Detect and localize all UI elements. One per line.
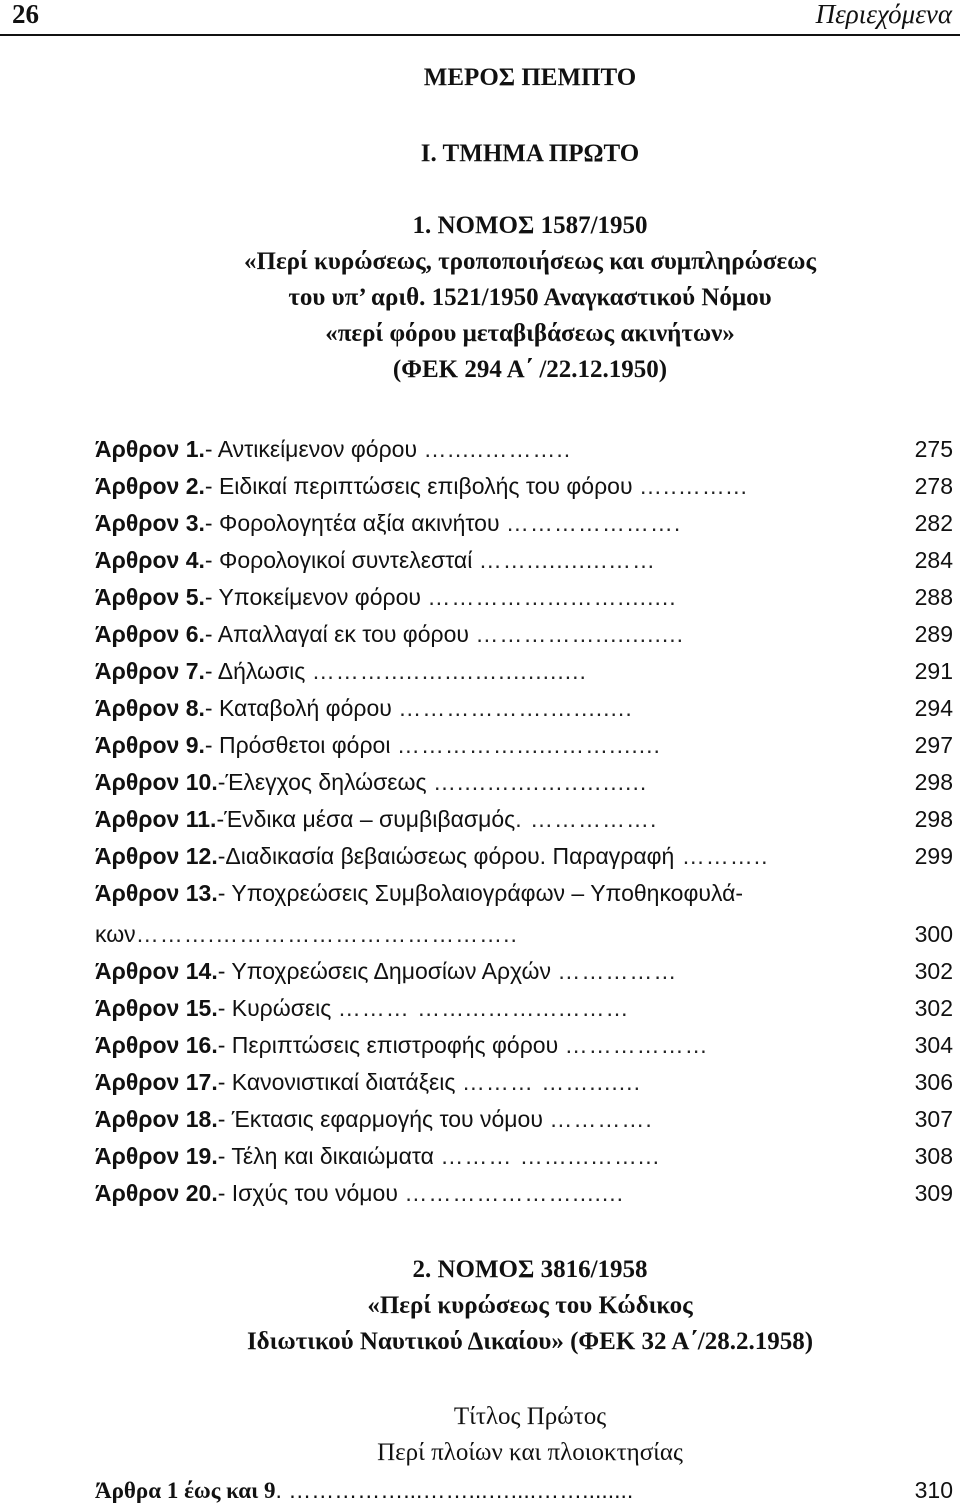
articles-range-label: Άρθρα 1 έως και 9 — [95, 1478, 276, 1503]
page-ref: 300 — [914, 921, 953, 947]
article-number: Άρθρον 2. — [95, 473, 205, 499]
toc-entry[interactable] — [95, 801, 953, 838]
toc-entry[interactable] — [95, 764, 953, 801]
page-ref: 275 — [914, 436, 953, 462]
article-title: - Αντικείμενον φόρου — [204, 436, 418, 462]
article-title: - Κανονιστικαί διατάξεις — [217, 1069, 456, 1095]
page-ref: 284 — [914, 547, 953, 573]
title-heading: Τίτλος Πρώτος — [453, 1403, 607, 1430]
toc-entry[interactable] — [95, 542, 953, 579]
article-title: - Έκτασις εφαρμογής του νόμου — [217, 1106, 543, 1132]
article-title: - Υποκείμενον φόρου — [204, 584, 421, 610]
page-ref: 307 — [914, 1106, 953, 1132]
toc-entry[interactable] — [95, 505, 953, 542]
article-title-continued: κων — [95, 921, 136, 947]
toc-entry-final[interactable] — [95, 1472, 953, 1508]
law1-title: 1. ΝΟΜΟΣ 1587/1950 — [412, 212, 648, 239]
toc-entry[interactable] — [95, 990, 953, 1027]
toc-entry[interactable] — [95, 653, 953, 690]
article-number: Άρθρον 7. — [95, 658, 205, 684]
leader-dots: ……………… — [564, 1032, 709, 1058]
page-ref: 302 — [914, 995, 953, 1021]
leader-dots: …....…....…..…...... — [432, 769, 648, 795]
law2-title: 2. ΝΟΜΟΣ 3816/1958 — [412, 1256, 648, 1283]
article-number: Άρθρον 14. — [95, 958, 218, 984]
section-title: Ι. ΤΜΗΜΑ ΠΡΩΤΟ — [420, 140, 640, 167]
law1-desc-line: του υπ’ αριθ. 1521/1950 Αναγκαστικού Νόμου — [288, 284, 772, 311]
page-number: 26 — [12, 0, 39, 29]
leader-dots: ……………......……....... — [396, 732, 661, 758]
leader-dots: ……………….…........ — [398, 695, 633, 721]
article-title: - Υποχρεώσεις Δημοσίων Αρχών — [217, 958, 551, 984]
article-title: - Πρόσθετοι φόροι — [204, 732, 391, 758]
leader-dots: …..……... — [638, 473, 748, 499]
article-number: Άρθρον 3. — [95, 510, 205, 536]
page-ref: 291 — [914, 658, 953, 684]
article-number: Άρθρον 4. — [95, 547, 205, 573]
header-rule — [0, 34, 960, 36]
article-number: Άρθρον 13. — [95, 880, 218, 906]
article-number: Άρθρον 20. — [95, 1180, 218, 1206]
page-ref: 299 — [914, 843, 953, 869]
law1-desc-line: «Περί κυρώσεως, τροποποιήσεως και συμπληρώσεως — [244, 248, 816, 275]
page-header — [0, 0, 960, 40]
leader-dots: ……………...……........ — [427, 584, 677, 610]
law2-desc-line: Ιδιωτικού Ναυτικού Δικαίου» (ΦΕΚ 32 Α΄/28.2.1958) — [246, 1328, 814, 1355]
leader-dots: ……….....…....…............ — [311, 658, 587, 684]
toc-entry[interactable] — [95, 579, 953, 616]
toc-entry[interactable] — [95, 1101, 953, 1138]
toc-entry[interactable] — [95, 431, 953, 468]
law1-block — [100, 208, 960, 388]
leader-dots: ……………............ — [475, 621, 685, 647]
article-title: - Τέλη και δικαιώματα — [217, 1143, 434, 1169]
page-ref: 302 — [914, 958, 953, 984]
article-title: - Ειδικαί περιπτώσεις επιβολής του φόρου — [204, 473, 633, 499]
leader-dots: . ……………...……...…....……........ — [275, 1477, 634, 1503]
page-ref: 278 — [914, 473, 953, 499]
part-title: ΜΕΡΟΣ ΠΕΜΠΤΟ — [423, 64, 637, 91]
article-number: Άρθρον 16. — [95, 1032, 218, 1058]
leader-dots: ……….……………………………….. — [135, 921, 518, 947]
article-title: - Περιπτώσεις επιστροφής φόρου — [217, 1032, 559, 1058]
toc-entry[interactable] — [95, 468, 953, 505]
page-ref: 306 — [914, 1069, 953, 1095]
page-ref: 294 — [914, 695, 953, 721]
toc-entry[interactable] — [95, 1027, 953, 1064]
law2-block — [100, 1252, 960, 1360]
article-title: - Απαλλαγαί εκ του φόρου — [204, 621, 469, 647]
article-title: -Ένδικα μέσα – συμβιβασμός — [216, 806, 516, 832]
article-number: Άρθρον 15. — [95, 995, 218, 1021]
leader-dots: ….....……….. — [423, 436, 572, 462]
toc-entry[interactable] — [95, 953, 953, 990]
title-section-block — [100, 1399, 960, 1471]
article-title: - Φορολογικοί συντελεσταί — [204, 547, 473, 573]
article-number: Άρθρον 12. — [95, 843, 218, 869]
toc-entry[interactable] — [95, 1064, 953, 1101]
page-ref: 282 — [914, 510, 953, 536]
article-title: - Δήλωσις — [204, 658, 306, 684]
page-ref: 308 — [914, 1143, 953, 1169]
law2-desc-line: «Περί κυρώσεως του Κώδικος — [367, 1292, 693, 1319]
leader-dots: ……… ……...……... — [440, 1143, 661, 1169]
article-number: Άρθρον 11. — [95, 806, 217, 832]
leader-dots: ……...........…… — [478, 547, 657, 573]
running-title: Περιεχόμενα — [815, 0, 952, 29]
table-of-contents — [95, 431, 953, 1212]
article-title: - Κυρώσεις — [217, 995, 332, 1021]
toc-entry[interactable] — [95, 1175, 953, 1212]
toc-entry[interactable] — [95, 875, 953, 953]
leader-dots: . ……………. — [515, 806, 658, 832]
article-number: Άρθρον 18. — [95, 1106, 218, 1132]
toc-entry[interactable] — [95, 727, 953, 764]
page-ref: 288 — [914, 584, 953, 610]
leader-dots: ……….. — [674, 843, 769, 869]
section-title-block — [100, 136, 960, 172]
toc-entry[interactable] — [95, 690, 953, 727]
page-ref: 310 — [914, 1477, 953, 1503]
title-subheading: Περί πλοίων και πλοιοκτησίας — [377, 1439, 683, 1466]
article-number: Άρθρον 10. — [95, 769, 218, 795]
article-title: -Διαδικασία βεβαιώσεως φόρου. Παραγραφή — [217, 843, 675, 869]
page-ref: 298 — [914, 769, 953, 795]
article-number: Άρθρον 8. — [95, 695, 205, 721]
part-title-block — [100, 60, 960, 96]
page-ref: 289 — [914, 621, 953, 647]
article-number: Άρθρον 9. — [95, 732, 205, 758]
page-ref: 304 — [914, 1032, 953, 1058]
article-number: Άρθρον 6. — [95, 621, 205, 647]
law1-desc-line: «περί φόρου μεταβιβάσεως ακινήτων» — [325, 320, 735, 347]
leader-dots: ……… ……...……...……… — [337, 995, 630, 1021]
article-title: - Φορολογητέα αξία ακινήτου — [204, 510, 500, 536]
leader-dots: …………… — [557, 958, 678, 984]
toc-entry[interactable] — [95, 838, 953, 875]
page-ref: 298 — [914, 806, 953, 832]
toc-entry[interactable] — [95, 1138, 953, 1175]
leader-dots: ……… ……....... — [461, 1069, 641, 1095]
page-ref: 309 — [914, 1180, 953, 1206]
article-number: Άρθρον 19. — [95, 1143, 218, 1169]
article-number: Άρθρον 5. — [95, 584, 205, 610]
article-number: Άρθρον 1. — [95, 436, 205, 462]
leader-dots: …………………. — [505, 510, 682, 536]
article-title: - Υποχρεώσεις Συμβολαιογράφων – Υποθηκοφυλά- — [217, 880, 744, 906]
toc-entry[interactable] — [95, 616, 953, 653]
law1-desc-line: (ΦΕΚ 294 Α΄ /22.12.1950) — [392, 356, 668, 383]
article-title: - Ισχύς του νόμου — [217, 1180, 398, 1206]
page-ref: 297 — [914, 732, 953, 758]
leader-dots: …………. — [549, 1106, 653, 1132]
article-number: Άρθρον 17. — [95, 1069, 218, 1095]
article-title: - Καταβολή φόρου — [204, 695, 392, 721]
leader-dots: …………………....... — [404, 1180, 625, 1206]
article-title: -Έλεγχος δηλώσεως — [217, 769, 427, 795]
